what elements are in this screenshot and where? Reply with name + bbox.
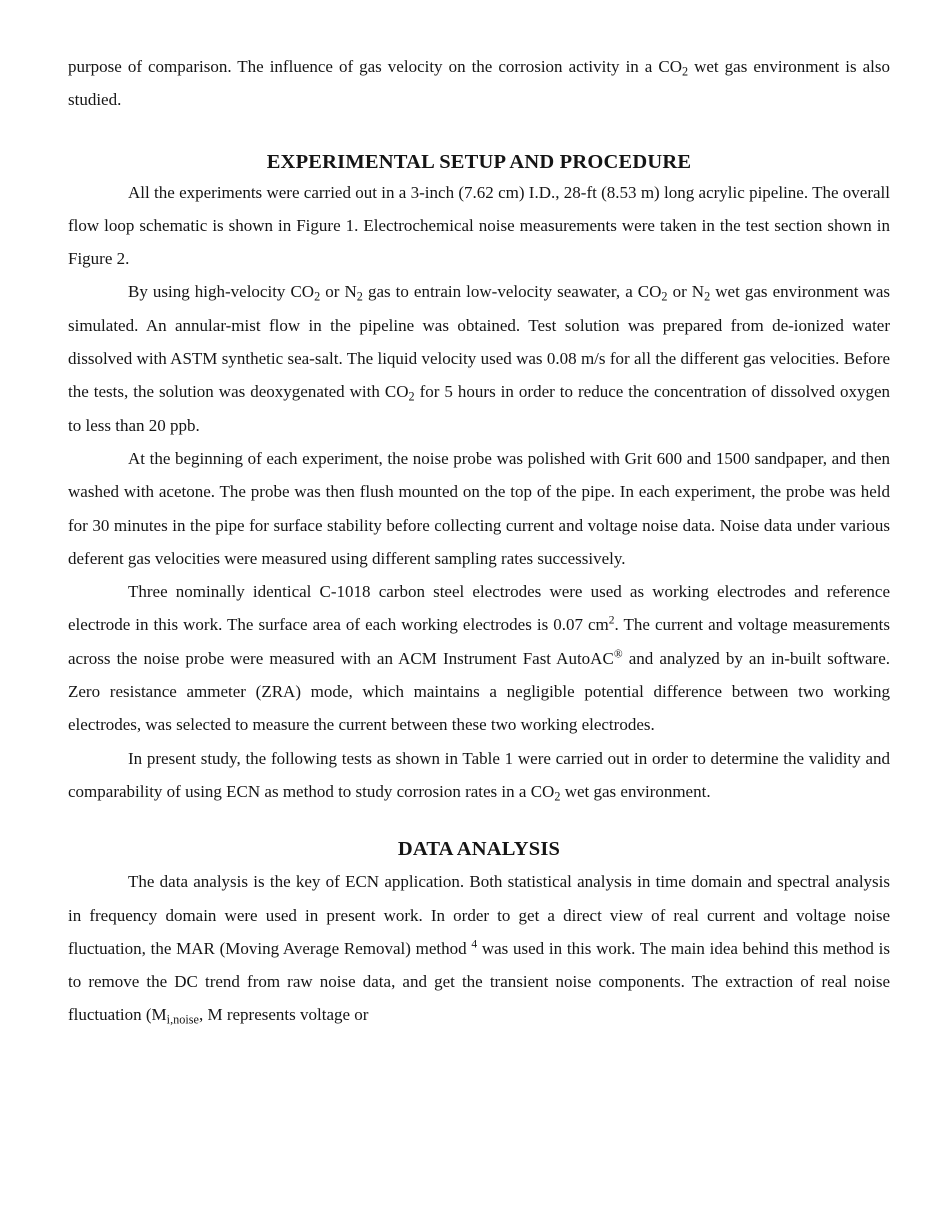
setup-paragraph-1: All the experiments were carried out in a 3-inch (7.62 cm) I.D., 28-ft (8.53 m) long acrylic pipeline. The overall flow loop schematic is shown in Figure 1. Electrochemical noise measurements were taken in the test section shown in Figure 2.: [68, 182, 890, 269]
setup-paragraph-3: At the beginning of each experiment, the noise probe was polished with Grit 600 and 1500 sandpaper, and then washed with acetone. The probe was then flush mounted on the top of the pipe. In each experiment, the probe was held for 30 minutes in the pipe for surface stability before collecting current and voltage noise data. Noise data under various deferent gas velocities were measured using different sampling rates successively.: [68, 448, 890, 568]
analysis-paragraph-1: The data analysis is the key of ECN application. Both statistical analysis in time domain and spectral analysis in frequency domain were used in present work. In order to get a direct view of real current and voltage noise fluctuation, the MAR (Moving Average Removal) method $^4$ was used in this work. The main idea behind this method is to remove the DC trend from raw noise data, and get the transient noise components. The extraction of real noise fluctuation ($M_{i,noise}$, M represents voltage or: [68, 872, 890, 1027]
setup-paragraph-4: Three nominally identical C-1018 carbon steel electrodes were used as working electrodes and reference electrode in this work. The surface area of each working electrodes is 0.07 $cm^2$. The current and voltage measurements across the noise probe were measured with an ACM Instrument Fast AutoAC® and analyzed by an in-built software. Zero resistance ammeter (ZRA) mode, which maintains a negligible potential difference between two working electrodes, was selected to measure the current between these two working electrodes.: [68, 582, 891, 735]
setup-paragraph-2: By using high-velocity $CO_2$ or $N_2$ gas to entrain low-velocity seawater, a $CO_2$ or $N_2$ wet gas environment was simulated. An annular-mist flow in the pipeline was obtained. Test solution was prepared from de-ionized water dissolved with ASTM synthetic sea-salt. The liquid velocity used was 0.08 m/s for all the different gas velocities. Before the tests, the solution was deoxygenated with $CO_2$ for 5 hours in order to reduce the concentration of dissolved oxygen to less than 20 ppb.: [68, 282, 890, 435]
paper-page: [68, 50, 890, 1032]
intro-paragraph: purpose of comparison. The influence of gas velocity on the corrosion activity in a $CO_2$ wet gas environment is also studied.: [68, 57, 890, 110]
section-heading-setup: EXPERIMENTAL SETUP AND PROCEDURE: [266, 150, 692, 173]
setup-paragraph-5: In present study, the following tests as shown in Table 1 were carried out in order to determine the validity and comparability of using ECN as method to study corrosion rates in a $CO_2$ wet gas environment.: [68, 748, 890, 804]
section-heading-data-analysis: DATA ANALYSIS: [397, 838, 561, 861]
